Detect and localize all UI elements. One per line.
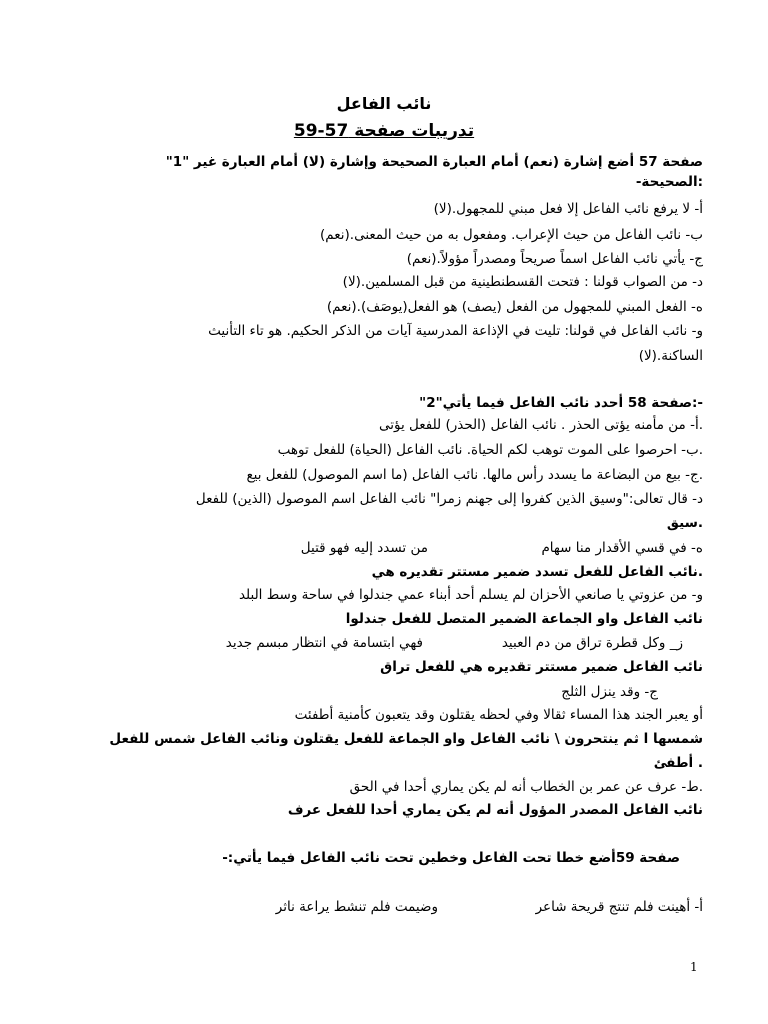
verse-h-right: ه- في قسي الأقدار منا سهام <box>541 540 703 556</box>
answer-w: نائب الفاعل واو الجماعة الضمير المتصل للفعل جندلوا <box>345 611 703 627</box>
section1-item-b: ب- نائب الفاعل من حيث الإعراب. ومفعول به من حيث المعنى.(نعم) <box>320 227 703 243</box>
section3-line-left: وضيمت فلم تنشط يراعة ناثر <box>275 899 438 915</box>
section1-item-a: أ- لا يرفع نائب الفاعل إلا فعل مبني للمجهول.(لا) <box>433 201 703 217</box>
section3-heading: صفحة 59أضع خطا تحت الفاعل وخطين تحت نائب الفاعل فيما يأتي:- <box>222 850 680 866</box>
section2-line-c: .ج- بيع من البضاعة ما يسدد رأس مالها. نائب الفاعل (ما اسم الموصول) للفعل بيع <box>246 467 703 483</box>
section2-line-d-cont: .سيق <box>666 515 703 531</box>
section1-item-c: ج- يأتي نائب الفاعل اسماً صريحاً ومصدراً مؤولاً.(نعم) <box>406 251 703 267</box>
line-y: أو يعبر الجند هذا المساء ثقالا وفي لحظه يقتلون وقد يتعبون كأمنية أطفئت <box>294 707 703 723</box>
section2-line-a: .أ- من مأمنه يؤتى الحذر . نائب الفاعل (الحذر) للفعل يؤتى <box>378 417 703 433</box>
section1-heading-cont: :الصحيحة- <box>635 174 703 190</box>
section1-item-f-cont: الساكنة.(لا) <box>638 348 703 364</box>
line-j: ج- وقد ينزل الثلج <box>561 684 658 700</box>
section2-line-d: د- قال تعالى:"وسيق الذين كفروا إلى جهنم زمرا" نائب الفاعل اسم الموصول (الذين) للفعل <box>195 491 703 507</box>
section1-item-e: ه- الفعل المبني للمجهول من الفعل (يصف) هو الفعل(يوصَف).(نعم) <box>326 299 703 315</box>
line-t: .ط- عرف عن عمر بن الخطاب أنه لم يكن يماري أحدا في الحق <box>349 779 703 795</box>
page-number: 1 <box>690 960 698 974</box>
document-title: نائب الفاعل <box>336 94 432 113</box>
line-y-cont: شمسها ا ثم ينتحرون \ نائب الفاعل واو الجماعة للفعل يقتلون ونائب الفاعل شمس للفعل <box>109 731 703 747</box>
section1-item-d: د- من الصواب قولنا : فتحت القسطنطينية من قبل المسلمين.(لا) <box>342 274 703 290</box>
line-w: و- من عزوتي يا صانعي الأحزان لم يسلم أحد أبناء عمي جندلوا في ساحة وسط البلد <box>238 587 703 603</box>
line-z-left: فهي ابتسامة في انتظار مبسم جديد <box>225 635 423 651</box>
section3-line-right: أ- أهينت فلم تنتج قريحة شاعر <box>535 899 703 915</box>
answer-h: .نائب الفاعل للفعل تسدد ضمير مستتر تقديره هي <box>371 564 703 580</box>
document-subtitle: تدريبات صفحة 57-59 <box>293 121 475 141</box>
section2-heading: -:صفحة 58 أحدد نائب الفاعل فيما يأتي"2" <box>419 395 703 411</box>
section2-line-b: .ب- احرصوا على الموت توهب لكم الحياة. نائب الفاعل (الحياة) للفعل توهب <box>277 442 703 458</box>
section1-heading: صفحة 57 أضع إشارة (نعم) أمام العبارة الصحيحة وإشارة (لا) أمام العبارة غير "1" <box>165 154 703 170</box>
line-y-end: . أطفئ <box>653 755 703 771</box>
answer-z: نائب الفاعل ضمير مستتر تقديره هي للفعل تراق <box>380 659 703 675</box>
section1-item-f: و- نائب الفاعل في قولنا: تليت في الإذاعة المدرسية آيات من الذكر الحكيم. هو تاء التأنيث <box>208 323 703 339</box>
line-z-right: ز_ وكل قطرة تراق من دم العبيد <box>501 635 683 651</box>
verse-h-left: من تسدد إليه فهو قتيل <box>300 540 428 556</box>
answer-t: نائب الفاعل المصدر المؤول أنه لم يكن يماري أحدا للفعل عرف <box>287 802 703 818</box>
